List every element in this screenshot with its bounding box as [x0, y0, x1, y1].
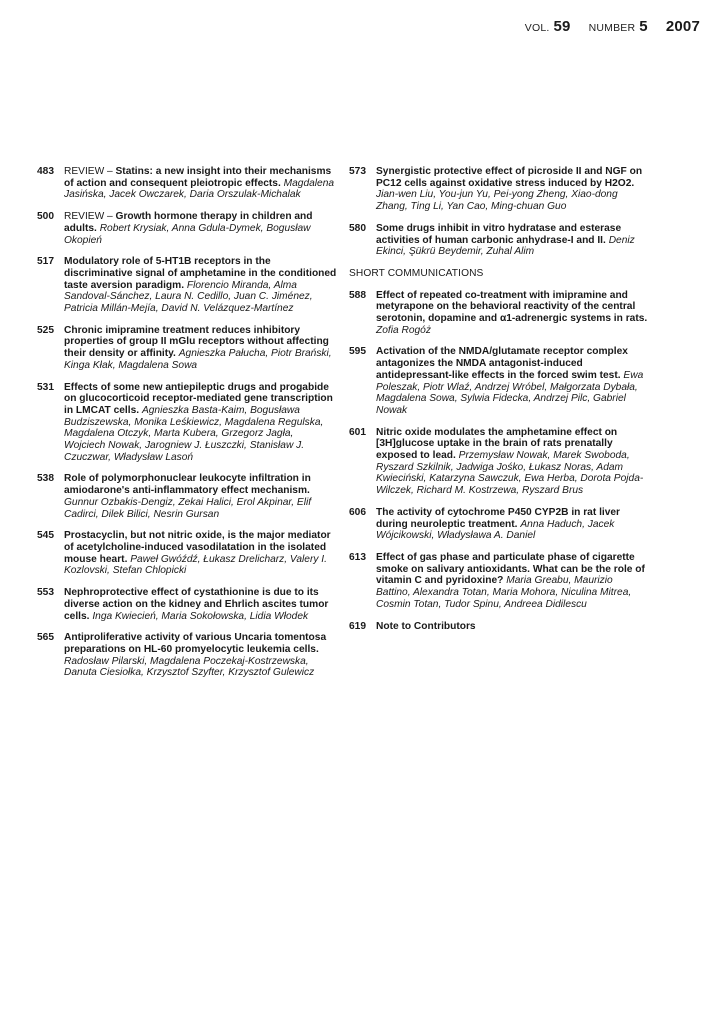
- entry-body: [64, 382, 337, 464]
- page-number: 580: [349, 222, 366, 234]
- page-number: 595: [349, 346, 366, 358]
- entry-body: [64, 325, 337, 372]
- article-title: Activation of the NMDA/glutamate receptor complex antagonizes the NMDA antagonist-induced antidepressant-like effects in the forced swim test.: [376, 346, 628, 381]
- page-number: 588: [349, 289, 366, 301]
- article-authors: Gunnur Ozbakis-Dengiz, Zekai Halici, Erol Akpinar, Elif Cadirci, Dilek Bilici, Nesrin Gursan: [64, 496, 312, 520]
- article-authors: Inga Kwiecień, Maria Sokołowska, Lidia Włodek: [92, 610, 309, 622]
- toc-entry: [349, 552, 649, 611]
- toc-entry: [349, 507, 649, 542]
- entry-body: [376, 621, 649, 633]
- article-authors: Agnieszka Pałucha, Piotr Brański, Kinga Kłak, Magdalena Sowa: [64, 348, 332, 371]
- toc-entry: [349, 290, 649, 337]
- toc-right-column: [349, 166, 649, 642]
- article-authors: Jian-wen Liu, You-jun Yu, Pei-yong Zheng, Xiao-dong Zhang, Ting Li, Yan Cao, Ming-chuan Guo: [376, 189, 618, 213]
- article-authors: Deniz Ekinci, Şükrü Beydemir, Zuhal Alim: [376, 234, 635, 258]
- article-title: Prostacyclin, but not nitric oxide, is the major mediator of acetylcholine-induced vasodilatation in the isolated mouse heart.: [64, 530, 331, 565]
- entry-body: [64, 587, 337, 622]
- article-title: Nephroprotective effect of cystathionine is due to its diverse action on the kidney and Ehrlich ascites tumor cells.: [64, 587, 329, 622]
- issue-number: 5: [639, 18, 648, 35]
- toc-entry: [37, 211, 337, 246]
- toc-entry: [349, 621, 649, 633]
- article-authors: Robert Krysiak, Anna Gdula-Dymek, Bogusław Okopień: [64, 222, 311, 246]
- article-title: Synergistic protective effect of picroside II and NGF on PC12 cells against oxidative stress induced by H2O2.: [376, 166, 643, 189]
- article-title: Effects of some new antiepileptic drugs and progabide on glucocorticoid receptor-mediated gene transcription in LMCAT cells.: [64, 381, 333, 416]
- article-title: Effect of gas phase and particulate phase of cigarette smoke on salivary antioxidants. What can be the role of vitamin C and pyridoxine?: [376, 551, 645, 587]
- toc-entry: [37, 325, 337, 372]
- article-authors: Radosław Pilarski, Magdalena Poczekaj-Kostrzewska, Danuta Ciesiołka, Krzysztof Szyfter, Krzysztof Gulewicz: [64, 655, 315, 679]
- entry-body: [64, 473, 337, 520]
- volume-label: VOL.: [524, 22, 550, 34]
- entry-body: [376, 507, 649, 542]
- entry-body: [376, 552, 649, 611]
- page-number: 538: [37, 473, 54, 485]
- article-authors: Przemysław Nowak, Marek Swoboda, Ryszard Szkilnik, Jadwiga Jośko, Łukasz Noras, Adam Kwieciński, Katarzyna Sawczuk, Ewa Herba, Dorota Pojda-Wilczek, Richard M. Kostrzewa, Ryszard Brus: [376, 450, 644, 497]
- page-number: 606: [349, 506, 366, 518]
- page-number: 553: [37, 587, 54, 599]
- entry-body: [64, 632, 337, 679]
- article-title: Modulatory role of 5-HT1B receptors in the discriminative signal of amphetamine in the conditioned taste aversion paradigm.: [64, 256, 337, 291]
- page-number: 500: [37, 211, 54, 223]
- article-authors: Zofia Rogóż: [376, 324, 431, 336]
- toc-entry: [37, 256, 337, 315]
- page-number: 531: [37, 381, 54, 393]
- page-number: 565: [37, 632, 54, 644]
- article-authors: Paweł Gwóźdź, Łukasz Drelicharz, Valery I. Kozlovski, Stefan Chlopicki: [64, 553, 327, 577]
- toc-entry: [37, 632, 337, 679]
- article-title: Antiproliferative activity of various Uncaria tomentosa preparations on HL-60 promyelocytic leukemia cells.: [64, 632, 327, 655]
- article-title: Some drugs inhibit in vitro hydratase and esterase activities of human carbonic anhydrase-I and II.: [376, 222, 622, 246]
- entry-body: [64, 530, 337, 577]
- volume-number: 59: [553, 18, 571, 35]
- entry-body: [64, 211, 337, 246]
- toc-entry: [37, 166, 337, 201]
- entry-body: [376, 166, 649, 213]
- page-number: 517: [37, 256, 54, 268]
- article-title: Role of polymorphonuclear leukocyte infiltration in amiodarone's anti-inflammatory effect mechanism.: [64, 473, 311, 497]
- issue-header: [525, 18, 700, 35]
- article-title: Nitric oxide modulates the amphetamine effect on [3H]glucose uptake in the brain of rats prenatally exposed to lead.: [376, 426, 618, 462]
- article-authors: Maria Greabu, Maurizio Battino, Alexandra Totan, Maria Mohora, Niculina Mitrea, Cosmin Totan, Tudor Spinu, Andreea Didilescu: [376, 575, 632, 610]
- article-title: The activity of cytochrome P450 CYP2B in rat liver during neuroleptic treatment.: [376, 506, 621, 530]
- entry-body: [64, 166, 337, 201]
- article-authors: Magdalena Jasińska, Jacek Owczarek, Daria Orszulak-Michalak: [64, 177, 335, 201]
- article-title: Chronic imipramine treatment reduces inhibitory properties of group II mGlu receptors without affecting their density or affinity.: [64, 324, 329, 360]
- entry-body: [376, 223, 649, 258]
- page-number: 613: [349, 551, 366, 563]
- entry-prefix: REVIEW –: [64, 211, 116, 223]
- article-title: Effect of repeated co-treatment with imipramine and metyrapone on the behavioral reactivity of the central serotonin, dopamine and α1-adrenergic systems in rats.: [376, 289, 648, 325]
- article-authors: Ewa Poleszak, Piotr Wlaź, Andrzej Wróbel, Małgorzata Dybała, Magdalena Sowa, Sylwia Fidecka, Andrzej Pilc, Gabriel Nowak: [376, 369, 644, 416]
- page-number: 545: [37, 530, 54, 542]
- toc-entry: [349, 346, 649, 416]
- toc-entry: [37, 473, 337, 520]
- page-number: 573: [349, 166, 366, 177]
- entry-body: [376, 290, 649, 337]
- article-title: Statins: a new insight into their mechanisms of action and consequent pleiotropic effects.: [64, 166, 332, 189]
- toc-entry: [349, 223, 649, 258]
- toc-entry: [37, 530, 337, 577]
- page-number: 601: [349, 426, 366, 438]
- entry-body: [64, 256, 337, 315]
- article-authors: Florencio Miranda, Alma Sandoval-Sánchez, Laura N. Cedillo, Juan C. Jiménez, Patricia Millán-Mejía, David N. Velázquez-Martínez: [64, 279, 313, 315]
- article-authors: Agnieszka Basta-Kaim, Bogusława Budziszewska, Monika Leśkiewicz, Magdalena Regulska, Magdalena Otczyk, Marta Kubera, Grzegorz Jagła, Wojciech Nowak, Jarogniew J. Łuszczki, Stanisław J. Czuczwar, Władysław Lasoń: [64, 404, 324, 463]
- toc-entry: [349, 166, 649, 213]
- toc-entry: [349, 427, 649, 497]
- issue-year: 2007: [665, 18, 700, 35]
- article-title: Growth hormone therapy in children and adults.: [64, 211, 313, 234]
- entry-body: [376, 346, 649, 416]
- toc-entry: [37, 587, 337, 622]
- article-title: Note to Contributors: [376, 620, 476, 632]
- article-authors: Anna Haduch, Jacek Wójcikowski, Władysława A. Daniel: [376, 518, 615, 542]
- page-number: 525: [37, 324, 54, 336]
- number-label: NUMBER: [588, 22, 636, 34]
- toc-entry: [37, 382, 337, 464]
- section-heading: SHORT COMMUNICATIONS: [349, 267, 484, 279]
- entry-body: [376, 427, 649, 497]
- page-number: 483: [37, 166, 54, 177]
- page-number: 619: [349, 620, 366, 632]
- entry-prefix: REVIEW –: [64, 166, 116, 177]
- toc-left-column: [37, 166, 337, 689]
